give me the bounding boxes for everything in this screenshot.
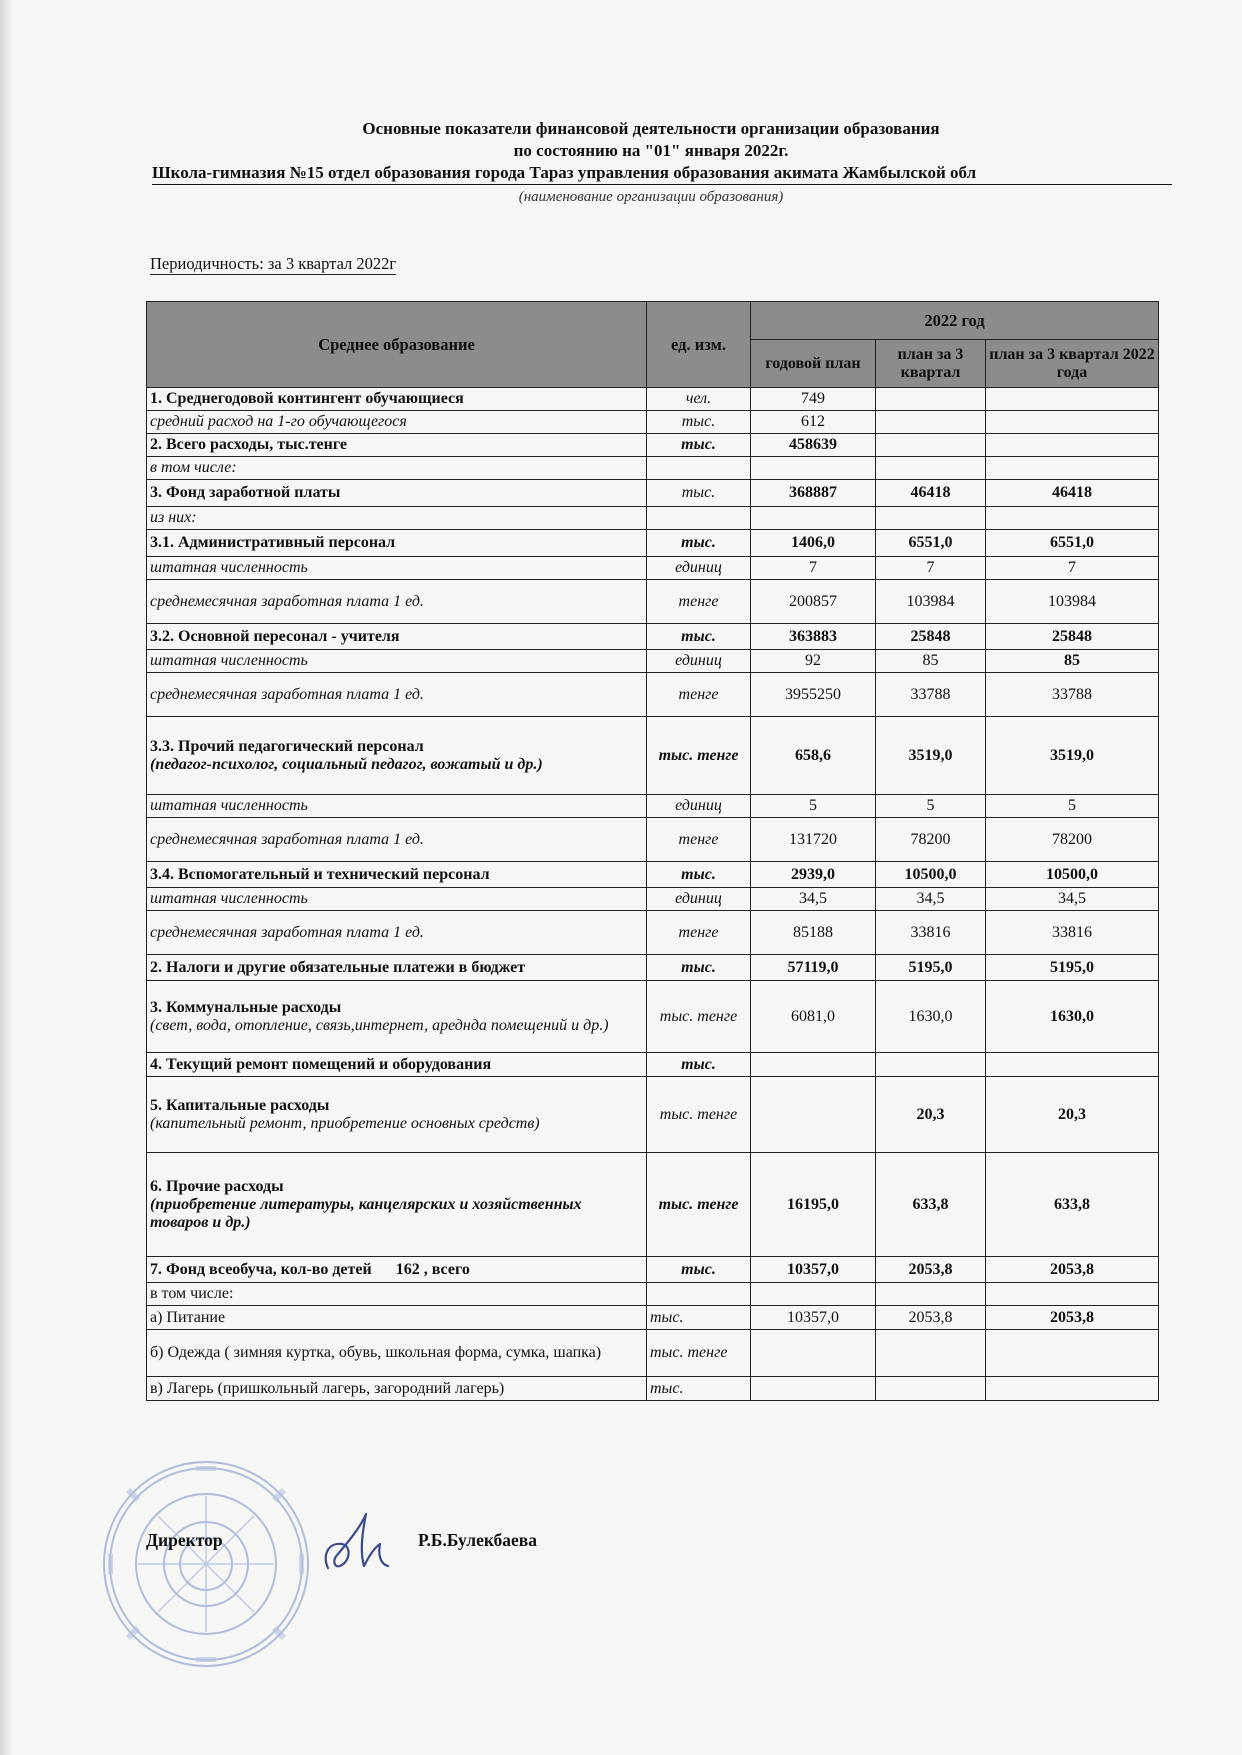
row-annual: 749: [751, 388, 876, 411]
row-unit: тенге: [647, 911, 751, 955]
row-label: в том числе:: [147, 457, 647, 480]
row-unit: тыс.: [647, 1306, 751, 1330]
row-label: из них:: [147, 507, 647, 530]
row-annual: 10357,0: [751, 1257, 876, 1283]
scan-edge: [0, 0, 14, 1755]
table-row: [147, 818, 1159, 862]
table-row: [147, 411, 1159, 434]
row-unit: тыс.: [647, 434, 751, 457]
table-row: [147, 717, 1159, 795]
table-row: [147, 457, 1159, 480]
row-label: 3.4. Вспомогательный и технический персонал: [147, 862, 647, 888]
row-quarter: [876, 411, 986, 434]
row-label: среднемесячная заработная плата 1 ед.: [147, 818, 647, 862]
row-annual: 34,5: [751, 888, 876, 911]
row-quarter-year: [986, 457, 1159, 480]
row-label: а) Питание: [147, 1306, 647, 1330]
row-quarter: 6551,0: [876, 530, 986, 557]
title-line-1: Основные показатели финансовой деятельности организации образования: [362, 119, 940, 138]
row-unit: единиц: [647, 557, 751, 580]
table-row: [147, 888, 1159, 911]
row-label: [147, 717, 647, 795]
row-quarter-year: 25848: [986, 624, 1159, 650]
financial-table: [146, 301, 1159, 1401]
row-unit: тыс. тенге: [647, 981, 751, 1053]
row-unit: тыс.: [647, 530, 751, 557]
row-quarter: 78200: [876, 818, 986, 862]
table-row: [147, 1330, 1159, 1377]
header-quarter-plan-year: план за 3 квартал 2022 года: [986, 340, 1159, 388]
organization-caption: (наименование организации образования): [518, 189, 784, 205]
row-quarter: [876, 1330, 986, 1377]
row-quarter-year: [986, 411, 1159, 434]
row-unit: тенге: [647, 673, 751, 717]
row-quarter: 3519,0: [876, 717, 986, 795]
row-quarter: 633,8: [876, 1153, 986, 1257]
row-label: средний расход на 1-го обучающегося: [147, 411, 647, 434]
row-unit: тыс.: [647, 480, 751, 507]
row-annual: [751, 1053, 876, 1077]
row-unit: чел.: [647, 388, 751, 411]
row-annual: 131720: [751, 818, 876, 862]
row-quarter-year: 33816: [986, 911, 1159, 955]
row-annual: 85188: [751, 911, 876, 955]
row-quarter-year: [986, 507, 1159, 530]
row-unit: тыс. тенге: [647, 1330, 751, 1377]
row-label-detail: (свет, вода, отопление, связь,интернет, ареднда помещений и др.): [150, 1016, 609, 1034]
row-quarter-year: 34,5: [986, 888, 1159, 911]
row-annual: 458639: [751, 434, 876, 457]
table-row: [147, 795, 1159, 818]
row-quarter: 103984: [876, 580, 986, 624]
header-annual-plan: годовой план: [751, 340, 876, 388]
row-quarter: 5: [876, 795, 986, 818]
row-annual: 1406,0: [751, 530, 876, 557]
row-label: среднемесячная заработная плата 1 ед.: [147, 673, 647, 717]
row-label: 1. Среднегодовой контингент обучающиеся: [147, 388, 647, 411]
row-quarter: 33816: [876, 911, 986, 955]
row-label: б) Одежда ( зимняя куртка, обувь, школьная форма, сумка, шапка): [147, 1330, 647, 1377]
table-row: [147, 911, 1159, 955]
table-row: [147, 862, 1159, 888]
row-annual: 2939,0: [751, 862, 876, 888]
row-label: 3.1. Административный персонал: [147, 530, 647, 557]
row-quarter: [876, 434, 986, 457]
header-unit: ед. изм.: [647, 302, 751, 388]
row-annual: 200857: [751, 580, 876, 624]
row-annual: 92: [751, 650, 876, 673]
row-quarter-year: 1630,0: [986, 981, 1159, 1053]
row-label: [147, 981, 647, 1053]
row-label: штатная численность: [147, 557, 647, 580]
periodicity: Периодичность: за 3 квартал 2022г: [150, 254, 397, 273]
table-row: [147, 580, 1159, 624]
row-label-main: 6. Прочие расходы: [150, 1177, 284, 1195]
row-quarter-year: [986, 1053, 1159, 1077]
row-annual: 57119,0: [751, 955, 876, 981]
row-quarter: 34,5: [876, 888, 986, 911]
row-quarter: 2053,8: [876, 1257, 986, 1283]
row-label-detail: (педагог-психолог, социальный педагог, вожатый и др.): [150, 755, 543, 773]
table-row: [147, 1077, 1159, 1153]
row-label: 7. Фонд всеобуча, кол-во детей 162 , всего: [147, 1257, 647, 1283]
row-quarter-year: [986, 1377, 1159, 1401]
table-row: [147, 480, 1159, 507]
table-row: [147, 955, 1159, 981]
row-annual: 7: [751, 557, 876, 580]
row-label: 3.2. Основной пересонал - учителя: [147, 624, 647, 650]
organization-name: Школа-гимназия №15 отдел образования города Тараз управления образования акимата Жамбылской обл: [152, 162, 1172, 185]
row-label: штатная численность: [147, 795, 647, 818]
row-annual: 5: [751, 795, 876, 818]
row-unit: [647, 507, 751, 530]
row-quarter: 5195,0: [876, 955, 986, 981]
row-annual: 3955250: [751, 673, 876, 717]
row-unit: тыс.: [647, 1257, 751, 1283]
row-annual: 612: [751, 411, 876, 434]
official-stamp-icon: [100, 1458, 312, 1670]
row-label: 4. Текущий ремонт помещений и оборудования: [147, 1053, 647, 1077]
row-quarter-year: [986, 388, 1159, 411]
row-quarter-year: 3519,0: [986, 717, 1159, 795]
row-quarter: 2053,8: [876, 1306, 986, 1330]
row-unit: тыс.: [647, 1377, 751, 1401]
row-annual: 363883: [751, 624, 876, 650]
row-unit: единиц: [647, 650, 751, 673]
row-annual: [751, 1330, 876, 1377]
row-quarter-year: 6551,0: [986, 530, 1159, 557]
row-quarter-year: 78200: [986, 818, 1159, 862]
row-label-detail: (капительный ремонт, приобретение основных средств): [150, 1114, 540, 1132]
row-quarter-year: 33788: [986, 673, 1159, 717]
row-annual: [751, 1077, 876, 1153]
row-label: в) Лагерь (пришкольный лагерь, загородний лагерь): [147, 1377, 647, 1401]
row-annual: [751, 1283, 876, 1306]
row-quarter-year: 103984: [986, 580, 1159, 624]
row-quarter-year: 85: [986, 650, 1159, 673]
row-quarter-year: 2053,8: [986, 1257, 1159, 1283]
row-label: 2. Всего расходы, тыс.тенге: [147, 434, 647, 457]
row-quarter: 33788: [876, 673, 986, 717]
row-label: [147, 1153, 647, 1257]
row-label: 3. Фонд заработной платы: [147, 480, 647, 507]
row-quarter: [876, 507, 986, 530]
row-label: 2. Налоги и другие обязательные платежи в бюджет: [147, 955, 647, 981]
table-row: [147, 557, 1159, 580]
table-row: [147, 624, 1159, 650]
row-annual: 6081,0: [751, 981, 876, 1053]
title-line-2: по состоянию на "01" января 2022г.: [513, 141, 789, 160]
director-name: Р.Б.Булекбаева: [418, 1530, 537, 1550]
table-row: [147, 981, 1159, 1053]
row-quarter-year: 20,3: [986, 1077, 1159, 1153]
table-row: [147, 388, 1159, 411]
row-label-main: 5. Капитальные расходы: [150, 1096, 330, 1114]
row-unit: тыс.: [647, 411, 751, 434]
table-row: [147, 673, 1159, 717]
row-quarter: 1630,0: [876, 981, 986, 1053]
row-annual: [751, 507, 876, 530]
row-annual: 368887: [751, 480, 876, 507]
row-unit: тыс.: [647, 1053, 751, 1077]
row-unit: тыс.: [647, 862, 751, 888]
row-annual: [751, 457, 876, 480]
row-quarter-year: 5: [986, 795, 1159, 818]
row-label: среднемесячная заработная плата 1 ед.: [147, 580, 647, 624]
row-quarter: 7: [876, 557, 986, 580]
row-quarter-year: [986, 1330, 1159, 1377]
row-unit: единиц: [647, 888, 751, 911]
row-quarter: [876, 388, 986, 411]
row-quarter-year: 46418: [986, 480, 1159, 507]
table-row: [147, 434, 1159, 457]
row-unit: тыс. тенге: [647, 717, 751, 795]
row-unit: [647, 457, 751, 480]
table-row: [147, 1283, 1159, 1306]
director-signature-icon: [318, 1508, 408, 1578]
row-quarter-year: [986, 1283, 1159, 1306]
document-header: [140, 118, 1162, 207]
table-row: [147, 507, 1159, 530]
header-section: Среднее образование: [147, 302, 647, 388]
row-quarter: 85: [876, 650, 986, 673]
row-annual: 16195,0: [751, 1153, 876, 1257]
row-quarter: [876, 1377, 986, 1401]
header-year: 2022 год: [751, 302, 1159, 340]
row-quarter: 46418: [876, 480, 986, 507]
director-label: Директор: [146, 1530, 223, 1550]
row-label: в том числе:: [147, 1283, 647, 1306]
row-unit: тенге: [647, 580, 751, 624]
row-quarter: 20,3: [876, 1077, 986, 1153]
row-unit: тыс. тенге: [647, 1153, 751, 1257]
row-unit: тенге: [647, 818, 751, 862]
row-unit: единиц: [647, 795, 751, 818]
row-quarter-year: 5195,0: [986, 955, 1159, 981]
row-quarter: [876, 1283, 986, 1306]
row-annual: [751, 1377, 876, 1401]
table-row: [147, 1153, 1159, 1257]
table-row: [147, 530, 1159, 557]
row-quarter-year: 633,8: [986, 1153, 1159, 1257]
row-label: штатная численность: [147, 888, 647, 911]
row-unit: [647, 1283, 751, 1306]
table-row: [147, 1257, 1159, 1283]
row-quarter-year: 10500,0: [986, 862, 1159, 888]
row-unit: тыс.: [647, 955, 751, 981]
row-label: [147, 1077, 647, 1153]
row-quarter: [876, 1053, 986, 1077]
table-row: [147, 650, 1159, 673]
row-quarter: 25848: [876, 624, 986, 650]
row-unit: тыс.: [647, 624, 751, 650]
row-quarter: [876, 457, 986, 480]
row-annual: 658,6: [751, 717, 876, 795]
row-quarter: 10500,0: [876, 862, 986, 888]
row-annual: 10357,0: [751, 1306, 876, 1330]
header-quarter-plan: план за 3 квартал: [876, 340, 986, 388]
row-quarter-year: 7: [986, 557, 1159, 580]
row-label-detail: (приобретение литературы, канцелярских и хозяйственных товаров и др.): [150, 1195, 582, 1231]
row-quarter-year: 2053,8: [986, 1306, 1159, 1330]
row-quarter-year: [986, 434, 1159, 457]
row-unit: тыс. тенге: [647, 1077, 751, 1153]
row-label: штатная численность: [147, 650, 647, 673]
table-row: [147, 1053, 1159, 1077]
table-row: [147, 1306, 1159, 1330]
row-label: среднемесячная заработная плата 1 ед.: [147, 911, 647, 955]
row-label-main: 3. Коммунальные расходы: [150, 998, 342, 1016]
table-row: [147, 1377, 1159, 1401]
row-label-main: 3.3. Прочий педагогический персонал: [150, 737, 424, 755]
